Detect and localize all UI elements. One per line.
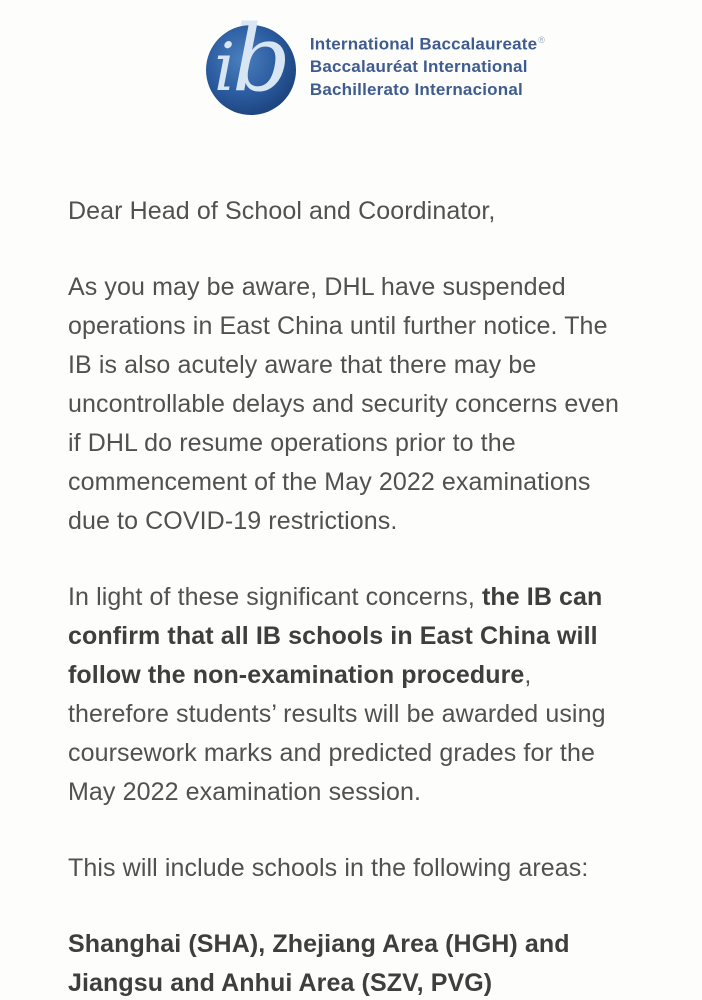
body-line	[68, 307, 672, 346]
org-name-english-text: International Baccalaureate	[309, 34, 538, 54]
text-run: if DHL do resume operations prior to the	[68, 429, 516, 457]
paragraph	[68, 192, 672, 231]
bold-text-run: the IB can	[481, 583, 603, 611]
svg-text:i: i	[213, 29, 235, 106]
body-line	[68, 773, 672, 812]
header-inner	[205, 14, 545, 116]
bold-text-run: Jiangsu and Anhui Area (SZV, PVG)	[68, 969, 493, 997]
body-line	[68, 424, 672, 463]
bold-text-run: Shanghai (SHA), Zhejiang Area (HGH) and	[68, 930, 570, 958]
org-name-french: Baccalauréat International	[309, 57, 528, 77]
org-name-english	[310, 29, 545, 56]
body-line	[68, 964, 672, 1000]
paragraph	[68, 849, 672, 888]
svg-text:b: b	[231, 14, 291, 112]
body-line	[68, 463, 672, 502]
text-run: due to COVID-19 restrictions.	[68, 507, 398, 535]
body-line	[68, 346, 672, 385]
text-run: This will include schools in the following areas:	[68, 854, 589, 882]
text-run: therefore students’ results will be awarded using	[68, 700, 606, 728]
text-run: In light of these significant concerns,	[68, 583, 482, 611]
body-line	[68, 695, 672, 734]
text-run: ,	[524, 661, 532, 689]
body-line	[68, 734, 672, 773]
org-names	[310, 29, 545, 102]
text-run: commencement of the May 2022 examinations	[68, 468, 591, 496]
text-run: operations in East China until further notice. The	[68, 312, 608, 340]
body-line	[68, 656, 672, 695]
paragraph	[68, 578, 672, 812]
letter-body	[0, 192, 702, 1000]
letter-header	[0, 0, 702, 116]
body-line	[68, 849, 672, 888]
text-run: uncontrollable delays and security concerns even	[68, 390, 619, 418]
registered-trademark-mark: ®	[538, 34, 546, 45]
body-line	[68, 925, 672, 964]
bold-text-run: confirm that all IB schools in East China will	[68, 622, 598, 650]
bold-text-run: follow the non-examination procedure	[68, 661, 525, 689]
text-run: As you may be aware, DHL have suspended	[68, 273, 566, 301]
body-line	[68, 502, 672, 541]
paragraph	[68, 268, 672, 541]
org-name-spanish: Bachillerato Internacional	[309, 80, 523, 100]
body-line	[68, 578, 672, 617]
text-run: Dear Head of School and Coordinator,	[68, 197, 496, 225]
text-run: coursework marks and predicted grades for the	[68, 739, 595, 767]
text-run: May 2022 examination session.	[68, 778, 422, 806]
body-line	[68, 268, 672, 307]
paragraph	[68, 925, 672, 1000]
ib-logo-icon	[205, 14, 297, 116]
body-line	[68, 617, 672, 656]
body-line	[68, 385, 672, 424]
text-run: IB is also acutely aware that there may be	[68, 351, 537, 379]
body-line	[68, 192, 672, 231]
ib-logo	[205, 14, 297, 116]
